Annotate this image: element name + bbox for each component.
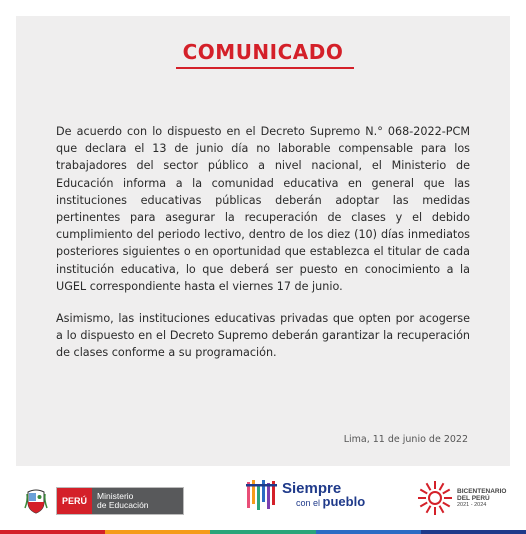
notice-paragraph-2: Asimismo, las instituciones educativas privadas que opten por acogerse a lo dispuesto en el Decreto Supremo deberán garantizar la recuperación de clases conforme a su programación. <box>56 312 470 360</box>
footer-logos <box>0 466 526 534</box>
minedu-logo <box>24 486 184 516</box>
bicentenario-sunburst-icon <box>417 480 453 516</box>
notice-title: COMUNICADO <box>182 40 344 64</box>
ministry-line-1: Ministerio <box>97 490 134 501</box>
bicentenario-text <box>457 488 506 509</box>
ministry-label <box>92 488 183 514</box>
peru-label: PERÚ <box>57 488 92 514</box>
siempre-con-el-pueblo-logo <box>246 480 365 510</box>
bicent-line-2: DEL PERÚ <box>457 494 490 502</box>
notice-card <box>16 16 510 466</box>
con-el-word: con el <box>296 498 321 508</box>
siempre-bars-icon <box>246 480 278 510</box>
title-underline <box>176 67 354 69</box>
con-el-pueblo <box>282 496 365 509</box>
notice-paragraph-1: De acuerdo con lo dispuesto en el Decreto Supremo N.° 068-2022-PCM que declara el 13 de junio día no laborable compensable para los trabajadores del sector público a nivel nacional, el Ministerio de Educación informa a la comunidad educativa en general que las instituciones educativas públicas deberán adoptar las medidas pertinentes para asegurar la recuperación de clases y el debido cumplimiento del periodo lectivo, dentro de los diez (10) días inmediatos posteriores siguientes o en oportunidad que establezca el titular de cada institución educativa, lo que deberá ser puesto en conocimiento a la UGEL correspondiente hasta el viernes 17 de junio. <box>56 125 470 293</box>
notice-date: Lima, 11 de junio de 2022 <box>343 434 468 445</box>
notice-body <box>56 123 470 377</box>
bicent-line-1: BICENTENARIO <box>457 487 507 495</box>
siempre-word: Siempre <box>282 480 342 497</box>
pueblo-word: pueblo <box>322 494 366 509</box>
ministry-label-box <box>56 487 184 515</box>
ministry-line-2: de Educación <box>97 500 149 510</box>
bicentenario-logo <box>417 480 506 516</box>
bicent-line-3: 2021 - 2024 <box>457 501 487 508</box>
footer-color-stripe <box>0 530 526 534</box>
peru-coat-of-arms-icon <box>24 488 48 514</box>
siempre-text <box>282 481 365 509</box>
